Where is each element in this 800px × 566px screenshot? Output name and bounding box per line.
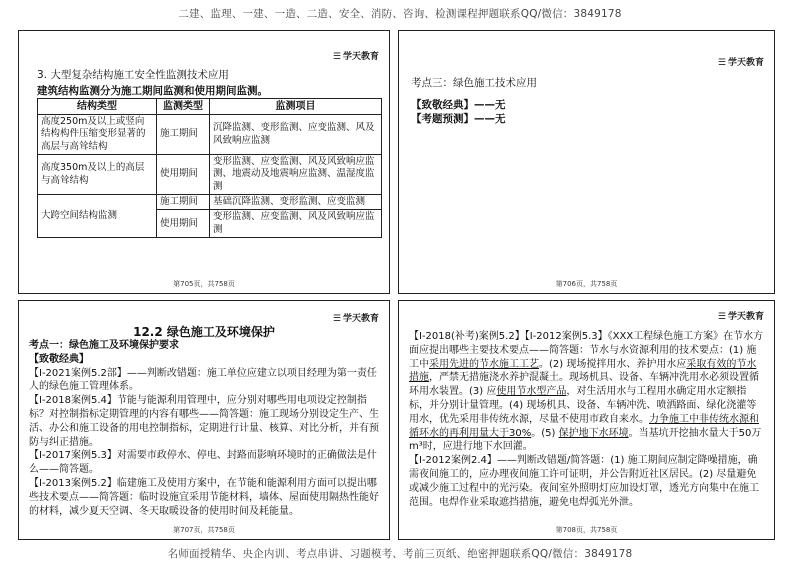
table-row [38, 195, 382, 210]
table-cell: 使用期间 [157, 155, 210, 195]
paragraph [409, 330, 765, 454]
logo-text: 学天教育 [727, 312, 764, 322]
table-header-cell: 结构类型 [38, 99, 157, 115]
paragraph: 【Ⅰ-2017案例5.3】对需要市政停水、停电、封路而影响环境时的正确做法是什么——简答题。 [29, 450, 377, 476]
logo-text: 学天教育 [342, 314, 379, 324]
body-text [409, 330, 765, 509]
body-text [29, 339, 381, 518]
table-header-cell: 监测类型 [157, 99, 210, 115]
text-run: 【Ⅰ-2018(补考)案例5.2】【Ⅰ-2012案例5.3】《XXX工程绿色施工方案》在节水方面应提出哪些主要技术要点——简答题：节水与水资源利用的技术要点：(1) 施工中 [409, 331, 764, 370]
sheet-top-right [398, 30, 775, 294]
table-cell: 基础沉降监测、变形监测、应变监测 [210, 195, 382, 210]
underlined-text: 力争施工中非传统水源和循环水的再利用量大于30% [409, 413, 759, 439]
table-cell: 高度250m及以上或竖向结构构件压缩变形显著的高层与高耸结构 [38, 115, 157, 155]
table-header-cell: 监测项目 [210, 99, 382, 115]
page-number: 第706页，共758页 [555, 280, 618, 288]
paragraph: 【Ⅰ-2018案例5.4】节能与能源利用管理中，应分别对哪些用电项设定控制指标？对控制指标定期管理的内容有哪些——简答题：施工现场分别设定生产、生活、办公和施工设备的用电控制指标，定期进行计量、核算、对比分析，并有预防与纠正措施。 [29, 395, 379, 448]
sheet-bottom-right [398, 300, 775, 540]
paragraph: 【Ⅰ-2012案例2.4】——判断改错题/简答题：(1) 施工期间应制定降噪措施，确需夜间施工的，应办理夜间施工许可证明，并公告附近社区居民。(2) 尽量避免或减少施工过程中的光污染。夜间室外照明灯应加设灯罩，透光方向集中在施工范围。电焊作业采取遮挡措施，避免电焊弧光外泄。 [409, 455, 759, 508]
text-run: ，严禁无措施浇水养护混凝土。现场机具、设备、车辆冲洗用水必须设置循环用水装置。(3) 应 [409, 372, 759, 398]
brand-logo [718, 55, 764, 68]
page-footer-banner: 名师面授精华、央企内训、考点串讲、习题模考、考前三页纸、绝密押题联系QQ/微信：3849178 [167, 548, 633, 560]
table-cell: 施工期间 [157, 115, 210, 155]
table-cell: 大跨空间结构监测 [38, 195, 157, 238]
page-number: 第708页，共758页 [555, 526, 618, 534]
table-cell: 变形监测、应变监测、风及风致响应监测 [210, 210, 382, 238]
section-heading: 3. 大型复杂结构施工安全性监测技术应用 [37, 69, 229, 81]
logo-text: 学天教育 [342, 52, 379, 62]
table-cell: 使用期间 [157, 210, 210, 238]
prediction-label: 【考题预测】——无 [411, 113, 506, 125]
kaodian-heading: 考点三：绿色施工技术应用 [411, 77, 537, 89]
paragraph: 【Ⅰ-2013案例5.2】临建施工及使用方案中，在节能和能源利用方面可以提出哪些技术要点——简答题：临时设施宜采用节能材料，墙体、屋面使用隔热性能好的材料，减少夏天空调、冬天取暖设备的使用时间及耗能量。 [29, 477, 379, 517]
table-row [38, 155, 382, 195]
logo-mark-icon: ☰ [717, 312, 726, 322]
logo-mark-icon: ☰ [332, 314, 341, 324]
logo-mark-icon: ☰ [332, 52, 341, 62]
kaodian-heading: 考点一：绿色施工及环境保护要求 [29, 340, 179, 351]
text-run: 。当基坑开挖抽水量大于50万m³时，应进行地下水回灌。 [409, 427, 762, 453]
sheet-top-left [18, 30, 390, 294]
underlined-text: 采取有效的节水措施 [409, 358, 757, 384]
chapter-title: 12.2 绿色施工及环境保护 [133, 325, 275, 339]
classic-label: 【致敬经典】 [29, 353, 89, 365]
underlined-text: 采用先进的节水施工工艺 [429, 358, 539, 370]
logo-text: 学天教育 [727, 58, 764, 68]
table-row [38, 115, 382, 155]
table-cell: 变形监测、应变监测、风及风致响应监测、地震动及地震响应监测、温湿度监测 [210, 155, 382, 195]
table-header-row [38, 99, 382, 115]
underlined-text: 保护地下水环境 [558, 427, 629, 439]
logo-mark-icon: ☰ [717, 58, 726, 68]
brand-logo [718, 309, 764, 322]
page-number: 第705页，共758页 [173, 280, 235, 288]
page-number: 第707页，共758页 [173, 526, 235, 534]
page-header-banner: 二建、监理、一建、一造、二造、安全、消防、咨询、检测课程押题联系QQ/微信：3849178 [178, 8, 622, 20]
table-cell: 施工期间 [157, 195, 210, 210]
text-run: ，对生活用水与工程用水确定用水定额指标，并分别计量管理。(4) 现场机具、设备、车辆冲洗、喷洒路面、绿化浇灌等用水，优先采用非传统水源，尽量不使用市政自来水。 [409, 386, 757, 425]
text-run: 。(2) 现场搅拌用水、养护用水应 [539, 358, 687, 370]
monitoring-table [37, 98, 382, 238]
section-subheading: 建筑结构监测分为施工期间监测和使用期间监测。 [37, 85, 268, 97]
sheet-bottom-left [18, 300, 390, 540]
table-cell: 高度350m及以上的高层与高耸结构 [38, 155, 157, 195]
paragraph: 【Ⅰ-2021案例5.2部】——判断改错题：施工单位应建立以项目经理为第一责任人的绿色施工管理体系。 [29, 367, 377, 393]
text-run: 。(5) [531, 427, 559, 439]
underlined-text: 使用节水型产品 [496, 386, 567, 398]
table-cell: 沉降监测、变形监测、应变监测、风及风致响应监测 [210, 115, 382, 155]
classic-label: 【致敬经典】——无 [411, 99, 506, 111]
brand-logo [333, 49, 379, 62]
